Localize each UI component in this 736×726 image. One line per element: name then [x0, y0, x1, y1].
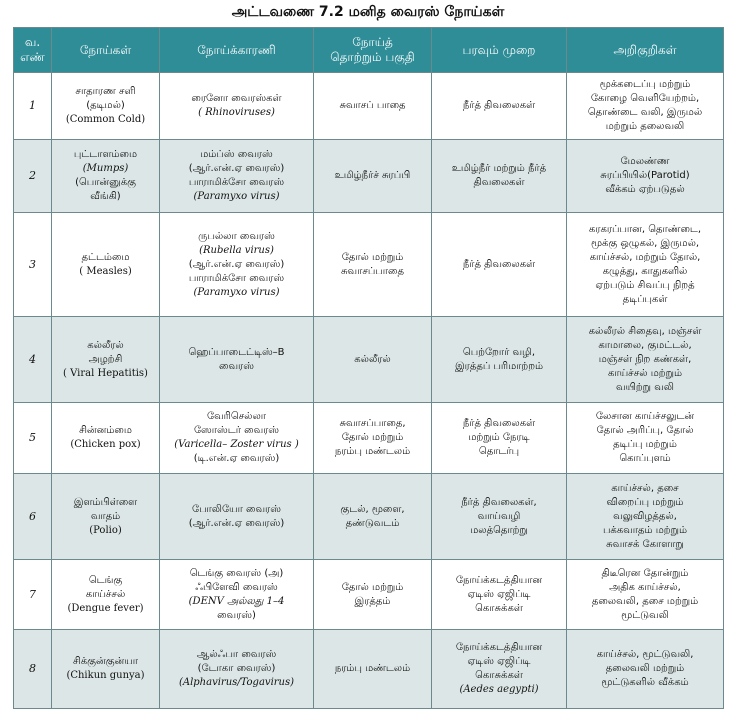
pathogen-name: (ஆர்.என்.ஏ வைரஸ்) [188, 163, 285, 174]
symptom-line: சுரப்பியில்(Parotid) [600, 170, 690, 181]
disease-name: டெங்கு [88, 574, 123, 586]
symptom-line: மூட்டுகளில் வீக்கம் [601, 677, 689, 688]
header-site-line: நோய்த் [352, 35, 393, 49]
disease-english-name: (Polio) [89, 524, 122, 536]
infection-site: சுவாசப்பாதை, [339, 418, 406, 429]
cell-pathogen [160, 403, 314, 474]
disease-name: தட்டம்மை [81, 251, 130, 263]
row-number: 3 [29, 257, 36, 271]
symptom-line: காய்ச்சல், மற்றும் தோல், [589, 251, 701, 263]
cell-infection-site [314, 317, 432, 403]
header-sno [14, 28, 52, 73]
infection-site: இரத்தம் [354, 595, 391, 607]
spread-mode: கொசுக்கள் [475, 602, 523, 614]
cell-spread [432, 213, 567, 317]
row-number: 1 [29, 99, 36, 112]
cell-disease [52, 630, 160, 709]
disease-english-name: ( Measles) [79, 265, 132, 277]
cell-sno [14, 560, 52, 630]
pathogen-name: பாராமிக்சோ வைரஸ் [188, 177, 285, 188]
header-site-line: தொற்றும் பகுதி [330, 50, 415, 64]
spread-mode: உமிழ்நீர் மற்றும் நீர்த் [451, 163, 547, 174]
cell-sno [14, 140, 52, 213]
cell-infection-site [314, 474, 432, 560]
symptom-line: தடிப்புகள் [622, 293, 668, 305]
pathogen-scientific-name: (DENV அல்லது 1–4 [188, 595, 285, 607]
header-sno-line: வ. [24, 35, 41, 49]
infection-site: தோல் மற்றும் [341, 251, 404, 263]
table-row [14, 73, 724, 140]
symptom-line: வயிற்று வலி [616, 381, 674, 393]
pathogen-name: மம்ப்ஸ் வைரஸ் [200, 149, 273, 160]
pathogen-name: டெங்கு வைரஸ் (அ) [189, 567, 284, 579]
pathogen-name: போலியோ வைரஸ் [192, 503, 281, 515]
cell-symptoms [567, 560, 724, 630]
header-sno-line: எண் [20, 50, 45, 64]
cell-sno [14, 73, 52, 140]
pathogen-scientific-name: (Rubella virus) [199, 244, 274, 256]
header-symptoms: அறிகுறிகள் [567, 28, 724, 73]
pathogen-name-extra: (டி.என்.ஏ வைரஸ்) [193, 453, 280, 464]
spread-mode: நீர்த் திவலைகள் [462, 418, 536, 429]
row-number: 4 [29, 352, 36, 366]
cell-sno [14, 474, 52, 560]
symptom-line: காமாலை, குமட்டல், [598, 339, 692, 351]
symptom-line: மஞ்சள் நிற கண்கள், [598, 353, 692, 365]
spread-mode: ஏடிஸ் ஏஜிப்டி [467, 588, 531, 600]
symptom-line: சுவாசக் கோளாறு [606, 538, 684, 550]
pathogen-name: ரைனோ வைரஸ்கள் [191, 93, 282, 104]
cell-infection-site [314, 140, 432, 213]
disease-name: வாதம் [90, 510, 121, 522]
spread-mode: நீர்த் திவலைகள் [462, 100, 536, 111]
symptom-line: கல்லீரல் சிதைவு, மஞ்சள் [588, 325, 702, 337]
pathogen-name: வேரிசெல்லா [206, 411, 266, 422]
disease-name: கல்லீரல் [87, 339, 124, 351]
disease-name-alt: (பொன்னுக்கு [75, 177, 136, 188]
disease-name: இளம்பிள்ளை [73, 496, 138, 508]
spread-mode: திவலைகள் [473, 177, 525, 188]
cell-pathogen [160, 317, 314, 403]
spread-mode: தொடர்பு [478, 446, 520, 457]
pathogen-name: ஃபிளேவி வைரஸ் [195, 581, 278, 593]
cell-sno [14, 630, 52, 709]
infection-site: தண்டுவடம் [345, 517, 400, 529]
pathogen-name-extra: வைரஸ்) [217, 609, 256, 621]
cell-disease [52, 140, 160, 213]
pathogen-name: ஆல்ஃபா வைரஸ் [196, 649, 277, 660]
pathogen-name-extra: (ஆர்.என்.ஏ வைரஸ்) [188, 258, 285, 270]
disease-english-name: (Chicken pox) [70, 439, 141, 450]
pathogen-name: ருபல்லா வைரஸ் [198, 230, 275, 242]
disease-name: சிக்குன்குன்யா [72, 656, 139, 667]
spread-mode: மற்றும் நேரடி [468, 432, 530, 443]
table-title: அட்டவணை 7.2 மனித வைரஸ் நோய்கள் [231, 4, 505, 20]
pathogen-scientific-name: (Varicella– Zoster virus ) [174, 439, 299, 450]
cell-infection-site [314, 560, 432, 630]
symptom-line: தடிப்பு மற்றும் [613, 439, 677, 450]
pathogen-scientific-name-extra: (Paramyxo virus) [193, 286, 280, 298]
spread-mode: நீர்த் திவலைகள் [462, 258, 536, 270]
disease-english-name: (Chikun gunya) [66, 670, 145, 681]
spread-mode: நோய்க்கடத்தியான [455, 642, 543, 653]
cell-spread [432, 140, 567, 213]
disease-english-name: ( Viral Hepatitis) [63, 367, 148, 379]
table-row [14, 403, 724, 474]
disease-name: (தடிமல்) [86, 100, 125, 111]
infection-site: தோல் மற்றும் [341, 432, 404, 443]
cell-pathogen [160, 213, 314, 317]
header-spread: பரவும் முறை [432, 28, 567, 73]
spread-mode: இரத்தப் பரிமாற்றம் [454, 360, 544, 372]
cell-pathogen [160, 474, 314, 560]
cell-spread [432, 630, 567, 709]
row-number: 2 [29, 169, 36, 182]
cell-spread [432, 560, 567, 630]
header-site [314, 28, 432, 73]
cell-pathogen [160, 560, 314, 630]
symptom-line: கழுத்து, காதுகளில் [602, 265, 688, 277]
symptom-line: காய்ச்சல் மற்றும் [607, 367, 682, 379]
cell-symptoms [567, 474, 724, 560]
cell-pathogen [160, 630, 314, 709]
cell-disease [52, 317, 160, 403]
cell-symptoms [567, 213, 724, 317]
cell-disease [52, 73, 160, 140]
pathogen-scientific-name: (Alphavirus/Togavirus) [178, 677, 295, 688]
infection-site: தோல் மற்றும் [341, 581, 404, 593]
table-body [14, 73, 724, 709]
table-row [14, 630, 724, 709]
table-row [14, 213, 724, 317]
symptom-line: மூக்கு ஒழுகல், இருமல், [590, 237, 700, 249]
cell-disease [52, 474, 160, 560]
spread-mode: வாய்வழி [477, 510, 521, 522]
cell-spread [432, 73, 567, 140]
symptom-line: கொப்புளம் [619, 453, 671, 464]
disease-name: சின்னம்மை [79, 425, 132, 436]
cell-infection-site [314, 403, 432, 474]
header-row [14, 28, 724, 73]
infection-site: குடல், மூளை, [340, 503, 405, 515]
header-disease: நோய்கள் [52, 28, 160, 73]
symptom-line: வலுவிழத்தல், [613, 510, 677, 522]
cell-disease [52, 403, 160, 474]
infection-site: சுவாசப்பாதை [341, 265, 404, 277]
symptom-line: மற்றும் தலைவலி [605, 121, 685, 132]
symptom-line: தலைவலி மற்றும் [605, 663, 685, 674]
cell-spread [432, 317, 567, 403]
disease-name: சாதாரண சளி [75, 86, 136, 97]
cell-pathogen [160, 73, 314, 140]
symptom-line: பக்கவாதம் மற்றும் [602, 524, 688, 536]
cell-sno [14, 213, 52, 317]
cell-sno [14, 317, 52, 403]
cell-sno [14, 403, 52, 474]
symptom-line: தலைவலி, தசை மற்றும் [591, 595, 699, 607]
cell-symptoms [567, 140, 724, 213]
row-number: 8 [29, 662, 36, 675]
disease-name-alt: வீங்கி) [90, 191, 121, 202]
pathogen-name: (ஆர்.என்.ஏ வைரஸ்) [188, 517, 285, 529]
spread-mode: நீர்த் திவலைகள், [461, 496, 537, 508]
table-row [14, 560, 724, 630]
pathogen-name: வைரஸ் [219, 360, 254, 372]
disease-name: புட்டாளம்மை [73, 149, 138, 160]
table-row [14, 474, 724, 560]
row-number: 5 [29, 431, 36, 444]
symptom-line: காய்ச்சல், தசை [611, 482, 679, 494]
cell-symptoms [567, 630, 724, 709]
pathogen-name: ஹெப்பாடைட்டிஸ்–B [188, 346, 285, 358]
cell-symptoms [567, 317, 724, 403]
infection-site: சுவாசப் பாதை [339, 100, 406, 111]
pathogen-name: ஸோஸ்டர் வைரஸ் [193, 425, 280, 436]
symptom-line: திடீரென தோன்றும் [601, 567, 689, 579]
symptom-line: கோழை வெளியேற்றம், [590, 93, 700, 104]
symptom-line: மேலண்ண [620, 156, 670, 167]
cell-disease [52, 560, 160, 630]
symptom-line: காய்ச்சல், மூட்டுவலி, [596, 649, 694, 660]
cell-disease [52, 213, 160, 317]
symptom-line: விறைப்பு மற்றும் [606, 496, 684, 508]
header-pathogen: நோய்க்காரணி [160, 28, 314, 73]
disease-name: காய்ச்சல் [85, 588, 126, 600]
infection-site: நரம்பு மண்டலம் [334, 446, 411, 457]
cell-symptoms [567, 403, 724, 474]
virus-disease-table [13, 27, 724, 709]
cell-spread [432, 403, 567, 474]
infection-site: நரம்பு மண்டலம் [334, 663, 411, 674]
spread-mode: நோய்க்கடத்தியான [455, 574, 543, 586]
symptom-line: தொண்டை வலி, இருமல் [587, 107, 703, 118]
symptom-line: ஏற்படும் சிவப்பு நிறத் [595, 279, 695, 291]
cell-infection-site [314, 213, 432, 317]
table-row [14, 140, 724, 213]
spread-mode: பெற்றோர் வழி, [462, 346, 536, 358]
symptom-line: அதிக காய்ச்சல், [609, 581, 681, 593]
spread-mode: மலத்தொற்று [470, 524, 528, 536]
row-number: 6 [29, 509, 36, 523]
cell-symptoms [567, 73, 724, 140]
disease-name: அழற்சி [88, 353, 123, 365]
table-row [14, 317, 724, 403]
spread-mode: ஏடிஸ் ஏஜிப்டி [467, 656, 531, 667]
cell-infection-site [314, 630, 432, 709]
row-number: 7 [29, 587, 36, 601]
disease-english-name: (Common Cold) [65, 114, 146, 125]
symptom-line: லேசான காய்ச்சலுடன் [595, 411, 695, 422]
symptom-line: தோல் அரிப்பு, தோல் [596, 425, 694, 436]
pathogen-scientific-name: ( Rhinoviruses) [198, 107, 275, 118]
disease-english-name: (Dengue fever) [67, 602, 144, 614]
pathogen-name: (டோகா வைரஸ்) [197, 663, 276, 674]
infection-site: உமிழ்நீர்ச் சுரப்பி [334, 170, 411, 181]
symptom-line: கரகரப்பான, தொண்டை, [588, 223, 702, 235]
pathogen-name-extra: பாராமிக்சோ வைரஸ் [188, 272, 285, 284]
symptom-line: வீக்கம் ஏற்படுதல் [605, 184, 685, 195]
vector-scientific-name: (Aedes aegypti) [459, 684, 539, 695]
cell-spread [432, 474, 567, 560]
pathogen-scientific-name: (Paramyxo virus) [193, 191, 280, 202]
infection-site: கல்லீரல் [354, 353, 391, 365]
symptom-line: மூக்கடைப்பு மற்றும் [599, 79, 691, 90]
disease-english-name: (Mumps) [82, 163, 129, 174]
symptom-line: மூட்டுவலி [621, 609, 669, 621]
cell-infection-site [314, 73, 432, 140]
spread-mode: கொசுக்கள் [475, 670, 523, 681]
cell-pathogen [160, 140, 314, 213]
